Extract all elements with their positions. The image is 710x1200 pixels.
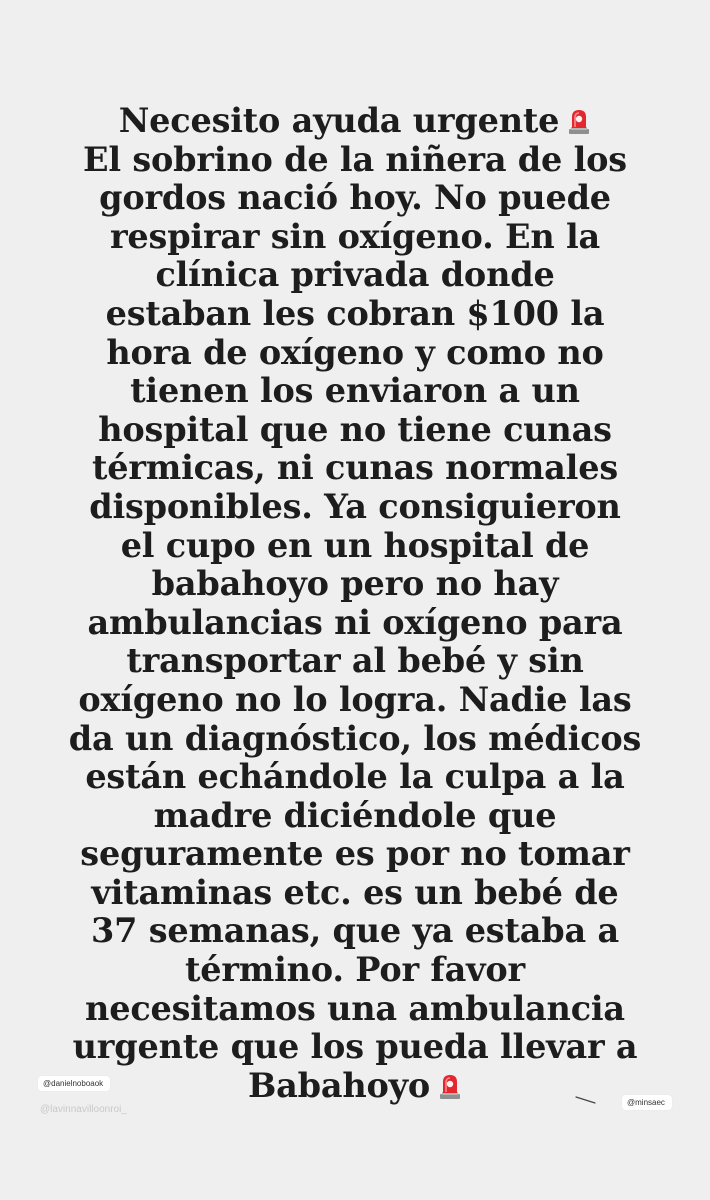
police-siren-icon — [567, 107, 591, 135]
story-line: disponibles. Ya consiguieron — [89, 486, 621, 526]
mention-text: @danielnoboaok — [43, 1079, 104, 1088]
story-line: urgente que los pueda llevar a — [72, 1027, 638, 1067]
story-line: ambulancias ni oxígeno para — [87, 602, 623, 642]
story-line: seguramente es por no tomar — [80, 834, 630, 874]
story-line: necesitamos una ambulancia — [85, 988, 625, 1028]
story-line: el cupo en un hospital de — [120, 525, 590, 565]
story-line: babahoyo pero no hay — [151, 564, 559, 604]
mention-text: @minsaec — [627, 1098, 665, 1107]
story-text-block — [40, 102, 670, 1105]
story-line: El sobrino de la niñera de los — [83, 139, 627, 179]
story-line: 37 semanas, que ya estaba a — [91, 911, 619, 951]
story-line: oxígeno no lo logra. Nadie las — [78, 679, 632, 719]
police-siren-icon — [438, 1072, 462, 1100]
story-line: término. Por favor — [185, 950, 525, 990]
story-line: vitaminas etc. es un bebé de — [91, 872, 619, 912]
story-line: respirar sin oxígeno. En la — [109, 216, 601, 256]
story-line: hora de oxígeno y como no — [106, 332, 604, 372]
story-line: hospital que no tiene cunas — [98, 409, 612, 449]
story-line: da un diagnóstico, los médicos — [68, 718, 642, 758]
story-line: térmicas, ni cunas normales — [92, 448, 618, 488]
story-line: madre diciéndole que — [153, 795, 557, 835]
mention-tag-minsaec[interactable] — [622, 1095, 672, 1110]
story-line: Babahoyo — [40, 1067, 670, 1106]
pen-stroke-mark — [575, 1095, 597, 1105]
story-line: gordos nació hoy. No puede — [99, 178, 611, 218]
story-line: están echándole la culpa a la — [85, 757, 625, 797]
story-line: tienen los enviaron a un — [130, 371, 580, 411]
story-line: transportar al bebé y sin — [126, 641, 584, 681]
mention-tag-danielnoboaok[interactable] — [38, 1076, 110, 1091]
story-line: estaban les cobran $100 la — [105, 293, 605, 333]
story-line: Necesito ayuda urgente — [40, 102, 670, 141]
faded-mention-tag: @lavinnavilloonroi_ — [40, 1104, 127, 1115]
story-line: clínica privada donde — [155, 255, 555, 295]
